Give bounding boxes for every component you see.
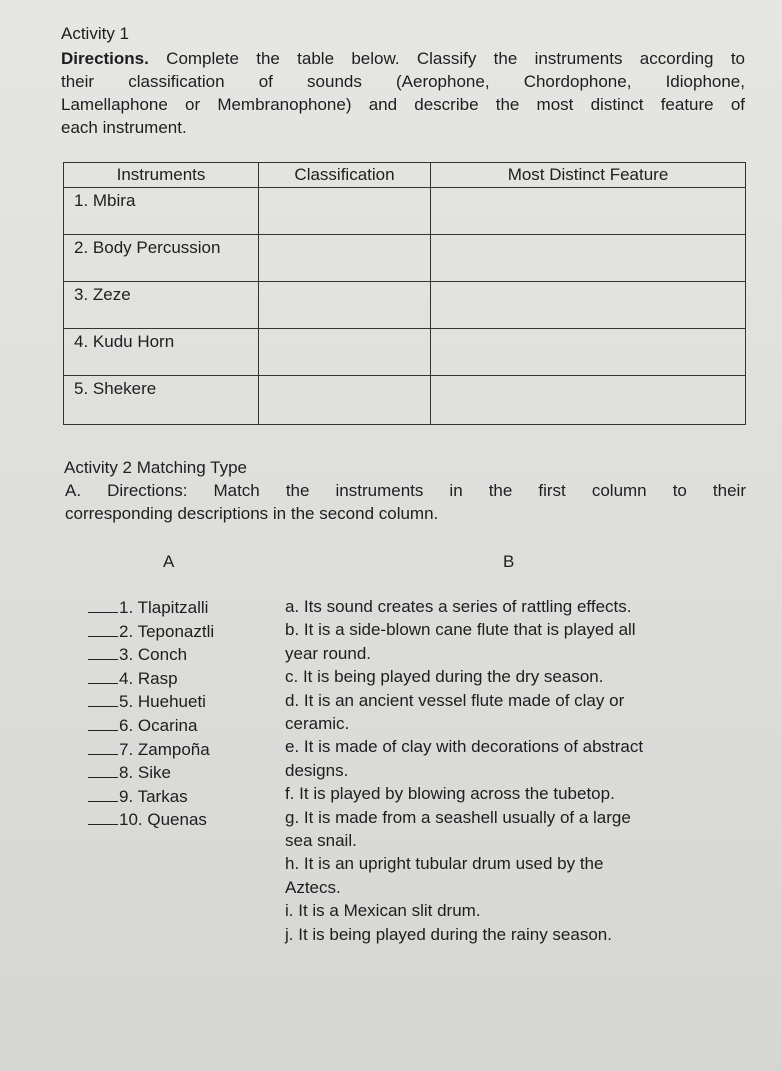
classification-cell[interactable] <box>259 282 431 329</box>
table-header-row <box>64 163 746 188</box>
matching-item <box>88 810 207 830</box>
activity1-title: Activity 1 <box>61 24 130 43</box>
activity2-title: Activity 2 Matching Type <box>64 458 247 477</box>
answer-blank[interactable] <box>88 598 118 613</box>
matching-item <box>88 787 188 807</box>
description-line: b. It is a side-blown cane flute that is played all <box>285 620 636 640</box>
matching-item <box>88 645 187 665</box>
matching-item <box>88 669 178 689</box>
header-feature: Most Distinct Feature <box>431 163 746 188</box>
description-line: Aztecs. <box>285 877 341 897</box>
classification-cell[interactable] <box>259 188 431 235</box>
instrument-cell: 1. Mbira <box>64 188 259 235</box>
directions-label: Directions. <box>61 49 149 68</box>
matching-item <box>88 598 208 618</box>
instrument-cell: 5. Shekere <box>64 376 259 425</box>
classification-table <box>63 162 746 425</box>
answer-blank[interactable] <box>88 645 118 660</box>
directions-line: Complete the table below. Classify the instruments according to <box>148 49 745 68</box>
description-line: i. It is a Mexican slit drum. <box>285 901 481 921</box>
description-line: j. It is being played during the rainy season. <box>285 924 612 944</box>
classification-cell[interactable] <box>259 235 431 282</box>
directions-line: A. Directions: Match the instruments in the first column to their <box>65 481 746 500</box>
description-line: f. It is played by blowing across the tubetop. <box>285 784 615 804</box>
answer-blank[interactable] <box>88 787 118 802</box>
header-classification: Classification <box>259 163 431 188</box>
description-line: h. It is an upright tubular drum used by the <box>285 854 604 874</box>
matching-item <box>88 740 210 760</box>
feature-cell[interactable] <box>431 329 746 376</box>
answer-blank[interactable] <box>88 622 118 637</box>
description-line: c. It is being played during the dry season. <box>285 667 604 687</box>
description-line: g. It is made from a seashell usually of a large <box>285 807 631 827</box>
classification-cell[interactable] <box>259 376 431 425</box>
feature-cell[interactable] <box>431 235 746 282</box>
instrument-name: 1. Tlapitzalli <box>119 598 209 617</box>
instrument-cell: 2. Body Percussion <box>64 235 259 282</box>
instrument-name: 5. Huehueti <box>119 692 206 712</box>
description-line: ceramic. <box>285 714 350 733</box>
table-row <box>64 329 746 376</box>
answer-blank[interactable] <box>88 810 118 825</box>
matching-item <box>88 692 206 712</box>
instrument-cell: 3. Zeze <box>64 282 259 329</box>
directions-line: each instrument. <box>61 118 187 137</box>
classification-cell[interactable] <box>259 329 431 376</box>
feature-cell[interactable] <box>431 282 746 329</box>
column-a-label: A <box>163 552 175 571</box>
instrument-name: 4. Rasp <box>119 668 178 688</box>
directions-line: their classification of sounds (Aerophone, Chordophone, Idiophone, <box>61 72 745 91</box>
instrument-name: 3. Conch <box>119 645 188 665</box>
description-line: a. Its sound creates a series of rattling effects. <box>285 597 632 616</box>
table-row <box>64 235 746 282</box>
activity1-directions <box>61 47 745 139</box>
matching-item <box>88 716 197 736</box>
feature-cell[interactable] <box>431 188 746 235</box>
description-line: e. It is made of clay with decorations of abstract <box>285 737 644 757</box>
column-b-label: B <box>503 552 515 571</box>
matching-item <box>88 763 171 783</box>
table-row <box>64 282 746 329</box>
instrument-name: 2. Teponaztli <box>119 621 215 641</box>
description-line: year round. <box>285 643 371 663</box>
description-line: sea snail. <box>285 831 357 850</box>
table-row <box>64 188 746 235</box>
answer-blank[interactable] <box>88 716 118 731</box>
instrument-name: 7. Zampoña <box>119 739 210 759</box>
instrument-name: 10. Quenas <box>119 810 207 830</box>
answer-blank[interactable] <box>88 669 118 684</box>
instrument-name: 6. Ocarina <box>119 716 198 735</box>
header-instruments: Instruments <box>64 163 259 188</box>
directions-line: corresponding descriptions in the second column. <box>65 504 439 523</box>
matching-item <box>88 622 214 642</box>
description-line: d. It is an ancient vessel flute made of clay or <box>285 690 625 710</box>
instrument-name: 8. Sike <box>119 763 171 783</box>
answer-blank[interactable] <box>88 763 118 778</box>
activity2-directions <box>65 479 746 525</box>
table-row <box>64 376 746 425</box>
directions-line: Lamellaphone or Membranophone) and describe the most distinct feature of <box>61 95 745 114</box>
instrument-cell: 4. Kudu Horn <box>64 329 259 376</box>
description-line: designs. <box>285 760 349 780</box>
feature-cell[interactable] <box>431 376 746 425</box>
answer-blank[interactable] <box>88 740 118 755</box>
instrument-name: 9. Tarkas <box>119 786 188 806</box>
answer-blank[interactable] <box>88 692 118 707</box>
